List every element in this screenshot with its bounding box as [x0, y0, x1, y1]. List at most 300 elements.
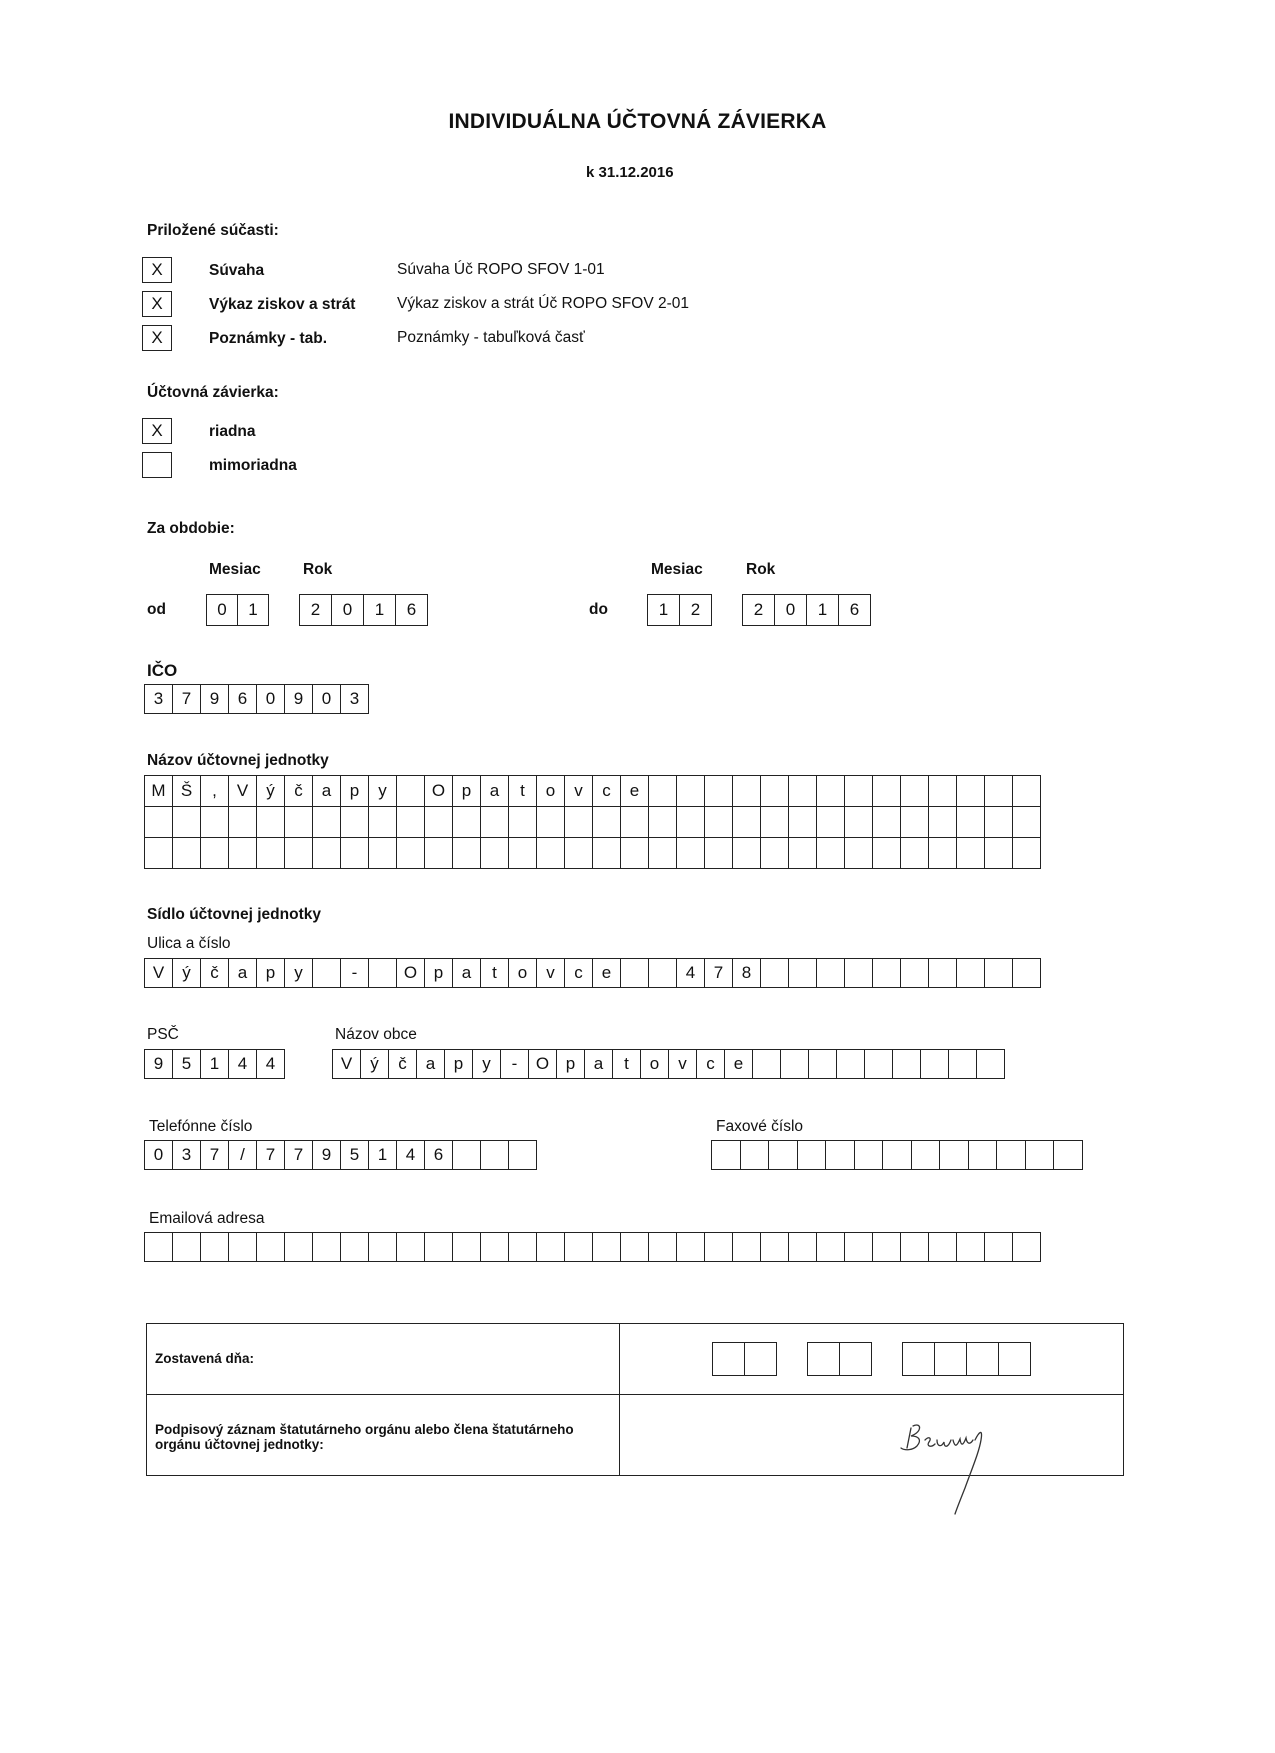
- fax-label: Faxové číslo: [716, 1118, 804, 1135]
- char-cell[interactable]: [285, 807, 313, 838]
- checkbox-poznamky[interactable]: X: [142, 325, 172, 351]
- char-cell[interactable]: c: [697, 1050, 725, 1079]
- char-cell[interactable]: O: [425, 776, 453, 807]
- char-cell[interactable]: [809, 1050, 837, 1079]
- char-cell[interactable]: [761, 838, 789, 869]
- char-cell[interactable]: [369, 807, 397, 838]
- date-cell[interactable]: [713, 1343, 745, 1376]
- char-cell[interactable]: t: [481, 959, 509, 988]
- char-cell[interactable]: [705, 838, 733, 869]
- char-cell[interactable]: [769, 1141, 798, 1170]
- char-cell[interactable]: [313, 838, 341, 869]
- char-cell[interactable]: [341, 1233, 369, 1262]
- char-cell[interactable]: [369, 959, 397, 988]
- char-cell[interactable]: [957, 959, 985, 988]
- psc-label: PSČ: [147, 1026, 179, 1043]
- char-cell[interactable]: [873, 807, 901, 838]
- char-cell[interactable]: e: [621, 776, 649, 807]
- char-cell[interactable]: [817, 1233, 845, 1262]
- phone-field[interactable]: [144, 1140, 537, 1170]
- char-cell[interactable]: [257, 1233, 285, 1262]
- char-cell[interactable]: [593, 838, 621, 869]
- ico-field[interactable]: [144, 684, 369, 714]
- char-cell[interactable]: [537, 1233, 565, 1262]
- char-cell[interactable]: Š: [173, 776, 201, 807]
- handwritten-signature: [895, 1418, 1005, 1518]
- char-cell[interactable]: [873, 838, 901, 869]
- char-cell[interactable]: [705, 807, 733, 838]
- char-cell[interactable]: [901, 838, 929, 869]
- char-cell[interactable]: [565, 807, 593, 838]
- char-cell[interactable]: [957, 838, 985, 869]
- char-cell[interactable]: 4: [257, 1050, 285, 1079]
- char-cell[interactable]: v: [669, 1050, 697, 1079]
- char-cell[interactable]: [285, 838, 313, 869]
- char-cell[interactable]: [781, 1050, 809, 1079]
- char-cell[interactable]: [425, 1233, 453, 1262]
- date-cell[interactable]: [745, 1343, 777, 1376]
- signature-label: Podpisový záznam štatutárneho orgánu alebo člena štatutárneho orgánu účtovnej jednotky:: [155, 1422, 574, 1452]
- digit-cell[interactable]: 1: [807, 595, 839, 626]
- char-cell[interactable]: a: [585, 1050, 613, 1079]
- char-cell[interactable]: [733, 1233, 761, 1262]
- char-cell[interactable]: [341, 807, 369, 838]
- date-cell[interactable]: [935, 1343, 967, 1376]
- char-cell[interactable]: p: [445, 1050, 473, 1079]
- char-cell[interactable]: č: [389, 1050, 417, 1079]
- name-row: [145, 838, 1041, 869]
- char-cell[interactable]: [145, 1233, 173, 1262]
- char-cell[interactable]: t: [509, 776, 537, 807]
- char-cell[interactable]: 8: [733, 959, 761, 988]
- char-cell[interactable]: [845, 838, 873, 869]
- char-cell[interactable]: [761, 807, 789, 838]
- char-cell[interactable]: [957, 1233, 985, 1262]
- char-cell[interactable]: [789, 776, 817, 807]
- char-cell[interactable]: [509, 1233, 537, 1262]
- date-cell[interactable]: [967, 1343, 999, 1376]
- char-cell[interactable]: [985, 838, 1013, 869]
- char-cell[interactable]: [621, 959, 649, 988]
- char-cell[interactable]: [873, 1233, 901, 1262]
- char-cell[interactable]: 4: [397, 1141, 425, 1170]
- from-month-label: Mesiac: [209, 561, 261, 578]
- street-label: Ulica a číslo: [147, 935, 231, 952]
- char-cell[interactable]: p: [453, 776, 481, 807]
- char-cell[interactable]: 9: [201, 685, 229, 714]
- char-cell[interactable]: [921, 1050, 949, 1079]
- char-cell[interactable]: p: [557, 1050, 585, 1079]
- char-cell[interactable]: [481, 807, 509, 838]
- table-divider: [147, 1394, 1123, 1395]
- char-cell[interactable]: 0: [313, 685, 341, 714]
- char-cell[interactable]: 6: [229, 685, 257, 714]
- to-year-field[interactable]: [742, 594, 871, 626]
- char-cell[interactable]: [369, 1233, 397, 1262]
- char-cell[interactable]: [826, 1141, 855, 1170]
- char-cell[interactable]: [837, 1050, 865, 1079]
- city-field[interactable]: [332, 1049, 1005, 1079]
- char-cell[interactable]: [313, 959, 341, 988]
- char-cell[interactable]: č: [285, 776, 313, 807]
- char-cell[interactable]: [789, 807, 817, 838]
- char-cell[interactable]: [509, 1141, 537, 1170]
- char-cell[interactable]: [649, 959, 677, 988]
- char-cell[interactable]: 7: [285, 1141, 313, 1170]
- char-cell[interactable]: [509, 807, 537, 838]
- char-cell[interactable]: [1013, 838, 1041, 869]
- char-cell[interactable]: p: [341, 776, 369, 807]
- date-cell[interactable]: [999, 1343, 1031, 1376]
- table-divider: [619, 1324, 620, 1475]
- char-cell[interactable]: [649, 838, 677, 869]
- char-cell[interactable]: [912, 1141, 941, 1170]
- char-cell[interactable]: o: [641, 1050, 669, 1079]
- char-cell[interactable]: [369, 838, 397, 869]
- char-cell[interactable]: [341, 838, 369, 869]
- char-cell[interactable]: p: [257, 959, 285, 988]
- name-label: Názov účtovnej jednotky: [147, 752, 329, 769]
- char-cell[interactable]: a: [453, 959, 481, 988]
- char-cell[interactable]: 0: [145, 1141, 173, 1170]
- char-cell[interactable]: [621, 1233, 649, 1262]
- attached-desc-suvaha: Súvaha Úč ROPO SFOV 1-01: [397, 261, 605, 278]
- char-cell[interactable]: [845, 959, 873, 988]
- char-cell[interactable]: [901, 1233, 929, 1262]
- attached-heading: Priložené súčasti:: [147, 222, 279, 239]
- char-cell[interactable]: a: [417, 1050, 445, 1079]
- digit-cell[interactable]: 1: [364, 595, 396, 626]
- char-cell[interactable]: [901, 807, 929, 838]
- char-cell[interactable]: e: [725, 1050, 753, 1079]
- digit-cell[interactable]: 6: [396, 595, 428, 626]
- char-cell[interactable]: [481, 1141, 509, 1170]
- char-cell[interactable]: [621, 838, 649, 869]
- char-cell[interactable]: [997, 1141, 1026, 1170]
- char-cell[interactable]: [957, 776, 985, 807]
- char-cell[interactable]: V: [229, 776, 257, 807]
- attached-label-poznamky: Poznámky - tab.: [209, 330, 327, 347]
- char-cell[interactable]: [705, 776, 733, 807]
- from-month-field[interactable]: [206, 594, 269, 626]
- char-cell[interactable]: o: [537, 776, 565, 807]
- char-cell[interactable]: e: [593, 959, 621, 988]
- char-cell[interactable]: [649, 776, 677, 807]
- char-cell[interactable]: 5: [341, 1141, 369, 1170]
- fax-field[interactable]: [711, 1140, 1083, 1170]
- from-label: od: [147, 601, 166, 618]
- to-label: do: [589, 601, 608, 618]
- char-cell[interactable]: [677, 1233, 705, 1262]
- char-cell[interactable]: O: [397, 959, 425, 988]
- char-cell[interactable]: c: [593, 776, 621, 807]
- char-cell[interactable]: [677, 776, 705, 807]
- char-cell[interactable]: [229, 807, 257, 838]
- char-cell[interactable]: [565, 838, 593, 869]
- char-cell[interactable]: 9: [313, 1141, 341, 1170]
- char-cell[interactable]: [977, 1050, 1005, 1079]
- char-cell[interactable]: [901, 776, 929, 807]
- psc-field[interactable]: [144, 1049, 285, 1079]
- char-cell[interactable]: [537, 807, 565, 838]
- char-cell[interactable]: a: [313, 776, 341, 807]
- char-cell[interactable]: [453, 1141, 481, 1170]
- digit-cell[interactable]: 6: [839, 595, 871, 626]
- digit-cell[interactable]: 2: [680, 595, 712, 626]
- char-cell[interactable]: 3: [173, 1141, 201, 1170]
- checkbox-vykaz[interactable]: X: [142, 291, 172, 317]
- char-cell[interactable]: [201, 838, 229, 869]
- char-cell[interactable]: [761, 959, 789, 988]
- char-cell[interactable]: [741, 1141, 770, 1170]
- digit-cell[interactable]: 0: [207, 595, 238, 626]
- compiled-day-field[interactable]: [712, 1342, 777, 1376]
- char-cell[interactable]: [817, 776, 845, 807]
- char-cell[interactable]: [817, 807, 845, 838]
- char-cell[interactable]: [789, 959, 817, 988]
- digit-cell[interactable]: 1: [648, 595, 680, 626]
- char-cell[interactable]: -: [501, 1050, 529, 1079]
- char-cell[interactable]: [593, 807, 621, 838]
- char-cell[interactable]: o: [509, 959, 537, 988]
- char-cell[interactable]: [481, 838, 509, 869]
- char-cell[interactable]: [865, 1050, 893, 1079]
- char-cell[interactable]: p: [425, 959, 453, 988]
- address-heading: Sídlo účtovnej jednotky: [147, 906, 321, 923]
- char-cell[interactable]: [453, 838, 481, 869]
- checkbox-suvaha[interactable]: X: [142, 257, 172, 283]
- char-cell[interactable]: [845, 807, 873, 838]
- char-cell[interactable]: v: [565, 776, 593, 807]
- date-cell[interactable]: [903, 1343, 935, 1376]
- char-cell[interactable]: [929, 807, 957, 838]
- char-cell[interactable]: y: [473, 1050, 501, 1079]
- digit-cell[interactable]: 1: [238, 595, 269, 626]
- char-cell[interactable]: 3: [341, 685, 369, 714]
- char-cell[interactable]: [257, 807, 285, 838]
- to-year-label: Rok: [746, 561, 776, 578]
- date-cell[interactable]: [808, 1343, 840, 1376]
- document-date: k 31.12.2016: [586, 164, 674, 181]
- attached-desc-vykaz: Výkaz ziskov a strát Úč ROPO SFOV 2-01: [397, 295, 689, 312]
- char-cell[interactable]: 5: [173, 1050, 201, 1079]
- char-cell[interactable]: [883, 1141, 912, 1170]
- char-cell[interactable]: [901, 959, 929, 988]
- char-cell[interactable]: [940, 1141, 969, 1170]
- name-row: [145, 776, 1041, 807]
- char-cell[interactable]: 6: [425, 1141, 453, 1170]
- char-cell[interactable]: [397, 776, 425, 807]
- char-cell[interactable]: [817, 838, 845, 869]
- ico-label: IČO: [147, 661, 178, 680]
- char-cell[interactable]: 9: [145, 1050, 173, 1079]
- char-cell[interactable]: [733, 776, 761, 807]
- char-cell[interactable]: t: [613, 1050, 641, 1079]
- char-cell[interactable]: [621, 807, 649, 838]
- to-month-field[interactable]: [647, 594, 712, 626]
- char-cell[interactable]: č: [201, 959, 229, 988]
- char-cell[interactable]: ý: [257, 776, 285, 807]
- checkbox-riadna[interactable]: X: [142, 418, 172, 444]
- char-cell[interactable]: [1026, 1141, 1055, 1170]
- char-cell[interactable]: v: [537, 959, 565, 988]
- char-cell[interactable]: [753, 1050, 781, 1079]
- char-cell[interactable]: [817, 959, 845, 988]
- char-cell[interactable]: V: [145, 959, 173, 988]
- char-cell[interactable]: [425, 838, 453, 869]
- char-cell[interactable]: O: [529, 1050, 557, 1079]
- char-cell[interactable]: [705, 1233, 733, 1262]
- digit-cell[interactable]: 0: [775, 595, 807, 626]
- char-cell[interactable]: [425, 807, 453, 838]
- attached-desc-poznamky: Poznámky - tabuľková časť: [397, 329, 585, 346]
- char-cell[interactable]: [397, 1233, 425, 1262]
- char-cell[interactable]: [649, 807, 677, 838]
- char-cell[interactable]: [845, 1233, 873, 1262]
- char-cell[interactable]: [761, 776, 789, 807]
- char-cell[interactable]: [229, 838, 257, 869]
- char-cell[interactable]: [285, 1233, 313, 1262]
- from-year-field[interactable]: [299, 594, 428, 626]
- char-cell[interactable]: [893, 1050, 921, 1079]
- char-cell[interactable]: [397, 807, 425, 838]
- char-cell[interactable]: [593, 1233, 621, 1262]
- char-cell[interactable]: [733, 838, 761, 869]
- char-cell[interactable]: [1013, 1233, 1041, 1262]
- name-field[interactable]: [144, 775, 1041, 869]
- char-cell[interactable]: [509, 838, 537, 869]
- char-cell[interactable]: [677, 838, 705, 869]
- char-cell[interactable]: [677, 807, 705, 838]
- char-cell[interactable]: [313, 1233, 341, 1262]
- char-cell[interactable]: [845, 776, 873, 807]
- char-cell[interactable]: 4: [677, 959, 705, 988]
- char-cell[interactable]: [453, 1233, 481, 1262]
- checkbox-mimoriadna[interactable]: [142, 452, 172, 478]
- char-cell[interactable]: [453, 807, 481, 838]
- char-cell[interactable]: c: [565, 959, 593, 988]
- char-cell[interactable]: [855, 1141, 884, 1170]
- digit-cell[interactable]: 0: [332, 595, 364, 626]
- char-cell[interactable]: 1: [201, 1050, 229, 1079]
- name-row: [145, 807, 1041, 838]
- char-cell[interactable]: -: [341, 959, 369, 988]
- char-cell[interactable]: 0: [257, 685, 285, 714]
- char-cell[interactable]: [929, 1233, 957, 1262]
- document-title: INDIVIDUÁLNA ÚČTOVNÁ ZÁVIERKA: [448, 110, 827, 133]
- char-cell[interactable]: [145, 807, 173, 838]
- street-field[interactable]: [144, 958, 1041, 988]
- char-cell[interactable]: y: [285, 959, 313, 988]
- char-cell[interactable]: [173, 838, 201, 869]
- char-cell[interactable]: /: [229, 1141, 257, 1170]
- char-cell[interactable]: [537, 838, 565, 869]
- char-cell[interactable]: [761, 1233, 789, 1262]
- char-cell[interactable]: 3: [145, 685, 173, 714]
- char-cell[interactable]: [313, 807, 341, 838]
- char-cell[interactable]: [985, 959, 1013, 988]
- char-cell[interactable]: [929, 959, 957, 988]
- char-cell[interactable]: [789, 838, 817, 869]
- char-cell[interactable]: [201, 807, 229, 838]
- char-cell[interactable]: [929, 776, 957, 807]
- char-cell[interactable]: [1054, 1141, 1083, 1170]
- char-cell[interactable]: [257, 838, 285, 869]
- char-cell[interactable]: ý: [361, 1050, 389, 1079]
- char-cell[interactable]: M: [145, 776, 173, 807]
- char-cell[interactable]: [969, 1141, 998, 1170]
- char-cell[interactable]: [481, 1233, 509, 1262]
- compiled-label: Zostavená dňa:: [155, 1351, 255, 1366]
- char-cell[interactable]: 7: [257, 1141, 285, 1170]
- city-label: Názov obce: [335, 1026, 417, 1043]
- char-cell[interactable]: [1013, 776, 1041, 807]
- char-cell[interactable]: 7: [705, 959, 733, 988]
- attached-label-vykaz: Výkaz ziskov a strát: [209, 296, 356, 313]
- char-cell[interactable]: a: [229, 959, 257, 988]
- char-cell[interactable]: ý: [173, 959, 201, 988]
- char-cell[interactable]: [985, 807, 1013, 838]
- char-cell[interactable]: [229, 1233, 257, 1262]
- char-cell[interactable]: a: [481, 776, 509, 807]
- char-cell[interactable]: 7: [201, 1141, 229, 1170]
- from-year-label: Rok: [303, 561, 333, 578]
- to-month-label: Mesiac: [651, 561, 703, 578]
- digit-cell[interactable]: 2: [743, 595, 775, 626]
- char-cell[interactable]: y: [369, 776, 397, 807]
- char-cell[interactable]: [873, 776, 901, 807]
- digit-cell[interactable]: 2: [300, 595, 332, 626]
- char-cell[interactable]: [201, 1233, 229, 1262]
- email-label: Emailová adresa: [149, 1210, 265, 1227]
- compiled-month-field[interactable]: [807, 1342, 872, 1376]
- option-label-mimoriadna: mimoriadna: [209, 457, 297, 474]
- char-cell[interactable]: 4: [229, 1050, 257, 1079]
- date-cell[interactable]: [840, 1343, 872, 1376]
- char-cell[interactable]: [145, 838, 173, 869]
- char-cell[interactable]: [949, 1050, 977, 1079]
- char-cell[interactable]: [985, 1233, 1013, 1262]
- char-cell[interactable]: [873, 959, 901, 988]
- char-cell[interactable]: [397, 838, 425, 869]
- option-label-riadna: riadna: [209, 423, 256, 440]
- closing-type-heading: Účtovná závierka:: [147, 384, 279, 401]
- compiled-year-field[interactable]: [902, 1342, 1031, 1376]
- char-cell[interactable]: [985, 776, 1013, 807]
- char-cell[interactable]: [173, 1233, 201, 1262]
- char-cell[interactable]: [712, 1141, 741, 1170]
- char-cell[interactable]: [798, 1141, 827, 1170]
- char-cell[interactable]: [733, 807, 761, 838]
- phone-label: Telefónne číslo: [149, 1118, 253, 1135]
- char-cell[interactable]: [173, 807, 201, 838]
- attached-label-suvaha: Súvaha: [209, 262, 265, 279]
- char-cell[interactable]: [1013, 959, 1041, 988]
- char-cell[interactable]: 1: [369, 1141, 397, 1170]
- period-heading: Za obdobie:: [147, 520, 235, 537]
- char-cell[interactable]: 7: [173, 685, 201, 714]
- char-cell[interactable]: [1013, 807, 1041, 838]
- char-cell[interactable]: [957, 807, 985, 838]
- char-cell[interactable]: [929, 838, 957, 869]
- char-cell[interactable]: [649, 1233, 677, 1262]
- char-cell[interactable]: [565, 1233, 593, 1262]
- char-cell[interactable]: V: [333, 1050, 361, 1079]
- email-field[interactable]: [144, 1232, 1041, 1262]
- char-cell[interactable]: [789, 1233, 817, 1262]
- char-cell[interactable]: 9: [285, 685, 313, 714]
- char-cell[interactable]: ,: [201, 776, 229, 807]
